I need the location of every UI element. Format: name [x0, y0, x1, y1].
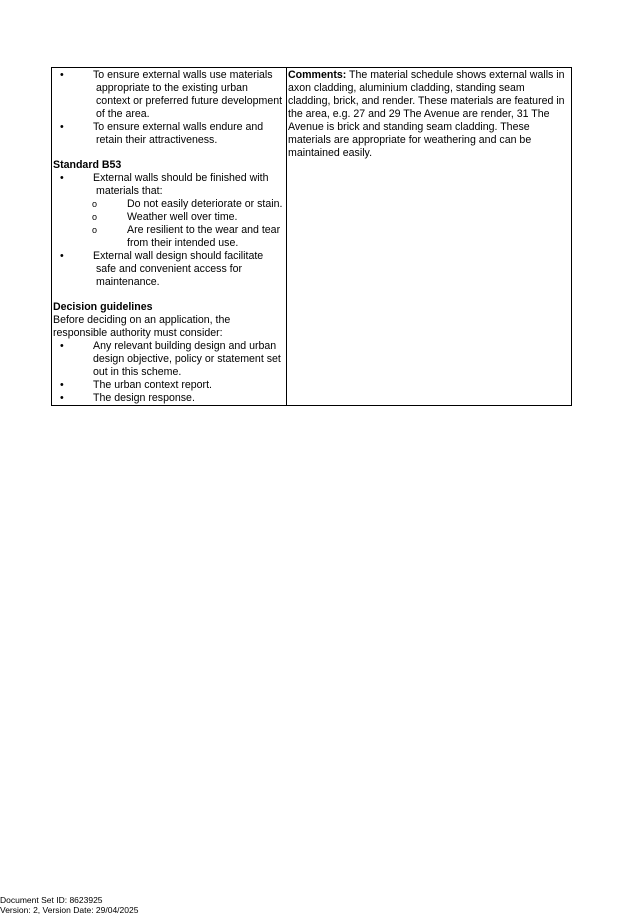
assessment-table: [51, 67, 572, 406]
list-item: • Any relevant building design and urban design objective, policy or statement set out in this scheme.: [53, 340, 285, 379]
decision-intro: Before deciding on an application, the responsible authority must consider:: [53, 314, 231, 339]
list-item: • External wall design should facilitate safe and convenient access for maintenance.: [53, 250, 285, 289]
decision-heading: Decision guidelines: [53, 301, 153, 313]
decision-list: [53, 340, 285, 405]
standard-sub-list: [53, 198, 285, 250]
list-item: • To ensure external walls endure and retain their attractiveness.: [53, 121, 285, 147]
page-footer: [0, 895, 138, 915]
sub-list-item: o Do not easily deteriorate or stain.: [53, 198, 285, 211]
comments-text: The material schedule shows external walls in axon cladding, aluminium cladding, standing seam cladding, brick, and render. These materials are featured in the area, e.g. 27 and 29 The Avenue are render, 31 The Avenue is brick and standing seam cladding. These materials are appropriate for weathering and can be maintained easily.: [288, 69, 565, 159]
standard-list: [53, 172, 285, 198]
objectives-list: [53, 69, 285, 147]
comments-column: [287, 68, 572, 406]
table-row: [52, 68, 572, 406]
sub-list-item: o Are resilient to the wear and tear from their intended use.: [53, 224, 285, 250]
standard-list-continued: [53, 250, 285, 289]
comments-label: Comments:: [288, 69, 347, 81]
list-item: • To ensure external walls use materials appropriate to the existing urban context or preferred future development of the area.: [53, 69, 285, 121]
sub-list-item: o Weather well over time.: [53, 211, 285, 224]
standard-column: [52, 68, 287, 406]
list-item: • The urban context report.: [53, 379, 285, 392]
document-set-id: Document Set ID: 8623925: [0, 895, 103, 905]
list-item: • External walls should be finished with materials that:: [53, 172, 285, 198]
standard-heading: Standard B53: [53, 159, 122, 171]
list-item: • The design response.: [53, 392, 285, 405]
version-line: Version: 2, Version Date: 29/04/2025: [0, 905, 139, 915]
